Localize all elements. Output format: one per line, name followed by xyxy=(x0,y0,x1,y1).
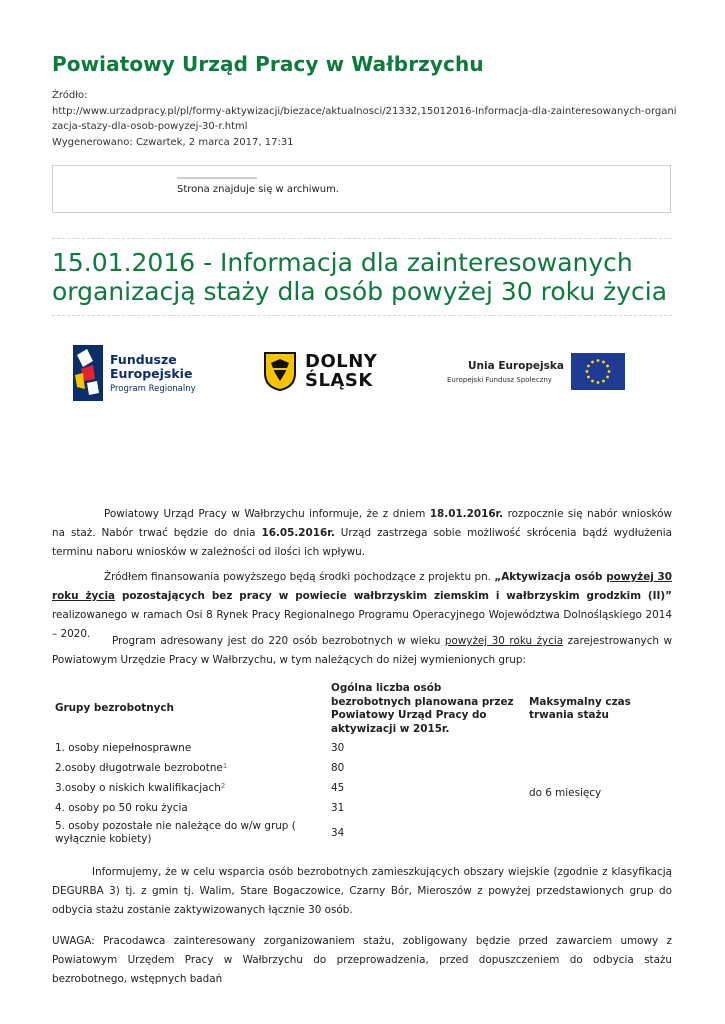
row-group: 4. osoby po 50 roku życia xyxy=(55,802,188,814)
unia-europejska-logo xyxy=(445,352,625,392)
row-group: 1. osoby niepełnosprawne xyxy=(55,742,192,754)
row-count: 30 xyxy=(331,742,345,754)
footnote-ref[interactable]: 1 xyxy=(222,762,228,770)
article-paragraph-5: UWAGA: Pracodawca zainteresowany zorganizowaniem stażu, zobligowany będzie przed zawarciem umowy z Powiatowym Urzędem Pracy w Wałbrzychu do przeprowadzenia, przed dopuszczeniem do odbycia stażu bezrobotnego, wstępnych badań xyxy=(52,935,672,985)
organization-title: Powiatowy Urząd Pracy w Wałbrzychu xyxy=(52,52,484,76)
eu-star-icon xyxy=(608,370,611,373)
article-paragraph-4: Informujemy, że w celu wsparcia osób bezrobotnych zamieszkujących obszary wiejskie (zgodnie z klasyfikacją DEGURBA 3) tj. z gmin tj. Walim, Stare Bogaczowice, Czarny Bór, Mieroszów z powyżej przedstawionych grup do odbycia stażu zostanie zaktywizowanych łącznie 30 osób. xyxy=(52,866,672,916)
eu-star-icon xyxy=(597,359,600,362)
generated-date: Wygenerowano: Czwartek, 2 marca 2017, 17:31 xyxy=(52,136,294,148)
dolny-slask-text: DOLNY ŚLĄSK xyxy=(305,351,378,391)
archive-notice-text: Strona znajduje się w archiwum. xyxy=(177,184,339,195)
fundusze-europejskie-logo xyxy=(73,345,233,401)
row-group: 5. osoby pozostałe nie należące do w/w grup ( wyłącznie kobiety) xyxy=(55,820,296,845)
table-row xyxy=(52,738,672,758)
article-title: 15.01.2016 - Informacja dla zainteresowanych organizacją staży dla osób powyżej 30 roku życia xyxy=(52,248,668,306)
source-url-line2[interactable]: zacja-stazy-dla-osob-powyzej-30-r.html xyxy=(52,121,248,132)
source-url-line1[interactable]: http://www.urzadpracy.pl/pl/formy-aktywizacji/biezace/aktualnosci/21332,15012016-Informacja-dla-zainteresowanych-organi xyxy=(52,105,677,117)
fe-subtitle: Program Regionalny xyxy=(110,384,196,394)
row-group: 2.osoby długotrwale bezrobotne xyxy=(55,762,223,774)
header-groups: Grupy bezrobotnych xyxy=(55,702,174,715)
eu-flag-icon xyxy=(571,353,625,390)
row-count: 80 xyxy=(331,762,345,774)
eu-star-icon xyxy=(586,370,589,373)
eu-star-icon xyxy=(591,361,594,364)
row-count: 45 xyxy=(331,782,345,794)
ue-subtitle: Europejski Fundusz Społeczny xyxy=(447,376,552,384)
eu-star-icon xyxy=(587,365,590,368)
eu-star-icon xyxy=(606,376,609,379)
title-divider-top xyxy=(52,238,672,239)
fe-mark-icon xyxy=(73,345,105,401)
header-duration: Maksymalny czas trwania stażu xyxy=(529,695,631,721)
age-link-2[interactable]: powyżej 30 roku życia xyxy=(444,635,564,647)
source-label: Źródło: xyxy=(52,90,88,101)
archive-notice-box xyxy=(52,165,671,213)
row-group: 3.osoby o niskich kwalifikacjach xyxy=(55,782,221,794)
fe-text: Fundusze Europejskie xyxy=(110,352,193,381)
unemployed-groups-table xyxy=(52,680,672,848)
eu-star-icon xyxy=(606,365,609,368)
row-count: 31 xyxy=(331,802,345,814)
eu-star-icon xyxy=(591,380,594,383)
archive-notice-bar xyxy=(177,177,257,179)
ue-title: Unia Europejska xyxy=(468,360,564,372)
source-meta xyxy=(52,88,677,150)
dolny-slask-shield-icon xyxy=(263,351,297,391)
article-paragraph-1: Powiatowy Urząd Pracy w Wałbrzychu informuje, że z dniem 18.01.2016r. rozpocznie się nabór wniosków na staż. Nabór trwać będzie do dnia 16.05.2016r. Urząd zastrzega sobie możliwość skrócenia bądź wydłużenia terminu naboru wniosków w zależności od ilości ich wpływu. xyxy=(52,508,673,558)
header-count: Ogólna liczba osób bezrobotnych planowana przez Powiatowy Urząd Pracy do aktywizacji w 2015r. xyxy=(331,682,514,735)
row-duration: do 6 miesięcy xyxy=(529,787,602,799)
age-link[interactable]: powyżej 30 roku życia xyxy=(52,571,673,602)
table-header-row xyxy=(52,680,672,738)
title-divider-bottom xyxy=(52,315,672,316)
eu-star-icon xyxy=(602,361,605,364)
article-paragraph-3: Program adresowany jest do 220 osób bezrobotnych w wieku powyżej 30 roku życia zarejestrowanych w Powiatowym Urzędzie Pracy w Wałbrzychu, w tym należących do niżej wymienionych grup: xyxy=(52,635,672,666)
article-paragraph-2: Źródłem finansowania powyższego będą środki pochodzące z projektu pn. „Aktywizacja osób powyżej 30 roku życia pozostających bez pracy w powiecie wałbrzyskim ziemskim i wałbrzyskim grodzkim (II)” realizowanego w ramach Osi 8 Rynek Pracy Regionalnego Programu Operacyjnego Województwa Dolnośląskiego 2014 – 2020. xyxy=(52,571,673,640)
eu-star-icon xyxy=(602,380,605,383)
eu-star-icon xyxy=(587,376,590,379)
footnote-ref[interactable]: 2 xyxy=(220,782,226,790)
eu-star-icon xyxy=(597,381,600,384)
dolny-slask-logo xyxy=(263,351,393,393)
row-count: 34 xyxy=(331,827,345,839)
